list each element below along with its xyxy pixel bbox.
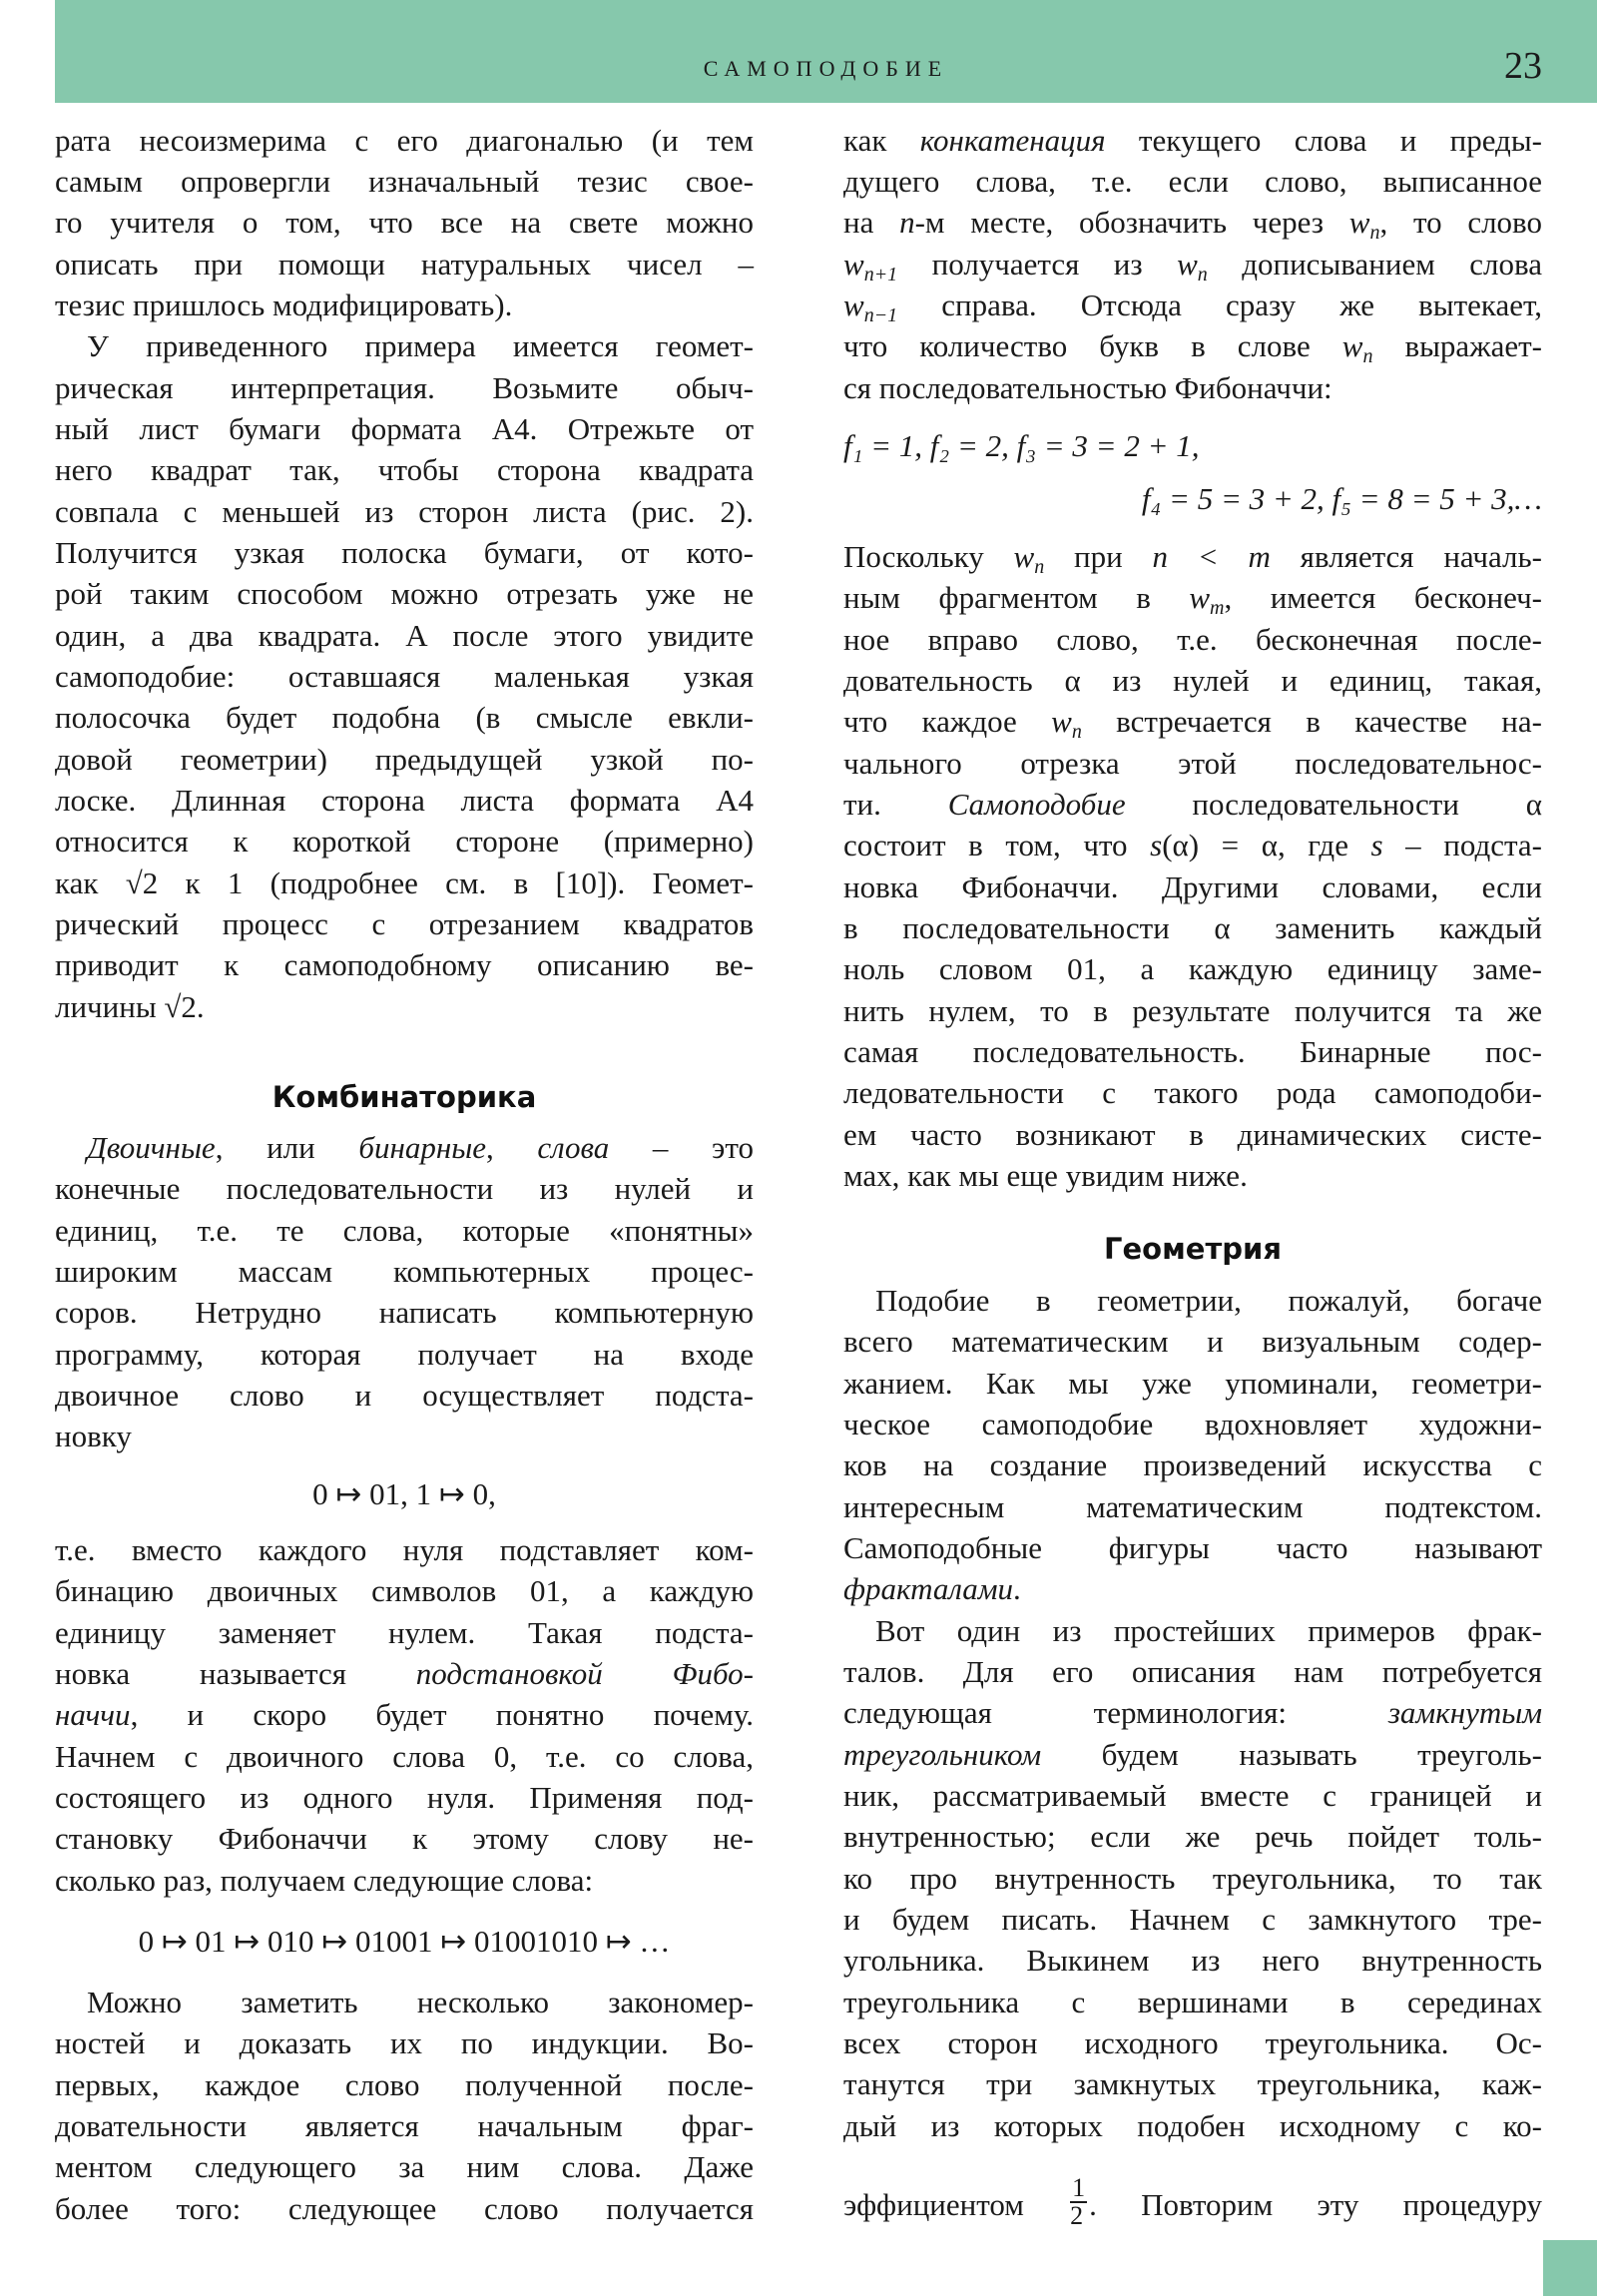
text-line: рический процесс с отрезанием квадратов [55, 906, 754, 941]
text-line: относится к короткой стороне (примерно) [55, 824, 754, 859]
italic-term: подстановкой Фибо- [415, 1656, 754, 1691]
text-line: ческое самоподобие вдохновляет художни- [843, 1407, 1542, 1441]
text-line: довой геометрии) предыдущей узкой по- [55, 742, 754, 777]
text-line: наччи, и скоро будет понятно почему. [55, 1697, 754, 1732]
text-line: на n-м месте, обозначить через $w_n$, то слово [843, 205, 1542, 244]
text-line: нить нулем, то в результате получится та же [843, 993, 1542, 1028]
text-line: рой таким способом можно отрезать уже не [55, 576, 754, 611]
text-line: ков на создание произведений искусства с [843, 1447, 1542, 1482]
italic-term: Двоичные [87, 1130, 216, 1165]
text-line: ем часто возникают в динамических систе- [843, 1117, 1542, 1152]
italic-term: замкнутым [1387, 1695, 1542, 1730]
text-line: как √2 к 1 (подробнее см. в [10]). Геомет- [55, 865, 754, 900]
text-line: всех сторон исходного треугольника. Ос- [843, 2025, 1542, 2060]
text-line: Вот один из простейших примеров фрак- [875, 1613, 1542, 1648]
text-line: что количество букв в слове $w_n$ выражает- [843, 328, 1542, 367]
italic-term: фракталами [843, 1571, 1014, 1606]
page-corner-tab [1543, 2240, 1597, 2296]
italic-term: наччи [55, 1697, 131, 1732]
text-line: угольника. Выкинем из него внутренность [843, 1943, 1542, 1978]
text-line: совпала с меньшей из сторон листа (рис. 2). [55, 494, 754, 529]
text-line: ледовательности с такого рода самоподоби- [843, 1075, 1542, 1110]
text-line: личины √2. [55, 989, 205, 1024]
text-line: единицу заменяет нулем. Такая подста- [55, 1615, 754, 1650]
running-title: САМОПОДОБИЕ [703, 56, 949, 81]
text-line: ти. Самоподобие последовательности α [843, 787, 1542, 822]
text-line: дущего слова, т.е. если слово, выписанное [843, 164, 1542, 199]
italic-term: слова [537, 1130, 610, 1165]
text-line: приводит к самоподобному описанию ве- [55, 947, 754, 982]
text-line: сколько раз, получаем следующие слова: [55, 1863, 594, 1898]
text-line: ноль словом 01, а каждую единицу заме- [843, 951, 1542, 986]
text-line: единиц, т.е. те слова, которые «понятны» [55, 1213, 754, 1248]
italic-term: Самоподобие [947, 787, 1126, 822]
text-line: рическая интерпретация. Возьмите обыч- [55, 370, 754, 405]
section-heading-geometry: Геометрия [1104, 1232, 1282, 1266]
text-line: фракталами. [843, 1571, 1021, 1606]
text-line: бинацию двоичных символов 01, а каждую [55, 1573, 754, 1608]
italic-term: бинарные [358, 1130, 486, 1165]
text-line: Поскольку $w_n$ при n < m является началь- [843, 539, 1542, 578]
text-line: ностей и доказать их по индукции. Во- [55, 2025, 754, 2060]
text-line: ное вправо слово, т.е. бесконечная после- [843, 622, 1542, 657]
text-line: ник, рассматриваемый вместе с границей и [843, 1778, 1542, 1813]
text-line: треугольника с вершинами в серединах [843, 1985, 1542, 2019]
header-bar [55, 0, 1597, 103]
formula-fibonacci-line2: f₄ = 5 = 3 + 2, f₅ = 8 = 5 + 3,… [1141, 481, 1542, 516]
italic-term: треугольником [843, 1737, 1042, 1772]
text-line: ным фрагментом в $w_m$, имеется бесконеч- [843, 580, 1542, 619]
text-line: что каждое $w_n$ встречается в качестве на- [843, 704, 1542, 743]
formula-sequence: 0 ↦ 01 ↦ 010 ↦ 01001 ↦ 01001010 ↦ … [138, 1924, 671, 1959]
text-line: соров. Нетрудно написать компьютерную [55, 1295, 754, 1330]
text-line: конечные последовательности из нулей и [55, 1171, 754, 1206]
text-line: описать при помощи натуральных чисел – [55, 247, 754, 282]
text-line: состоящего из одного нуля. Применяя под- [55, 1780, 754, 1815]
formula-fibonacci-line1: f₁ = 1, f₂ = 2, f₃ = 3 = 2 + 1, [843, 428, 1200, 463]
text-line: полосочка будет подобна (в смысле евкли- [55, 700, 754, 735]
text-line: и будем писать. Начнем с замкнутого тре- [843, 1902, 1542, 1937]
italic-term: конкатенация [919, 123, 1106, 158]
fraction-one-half: $\frac{1}{2}$ [1070, 2173, 1086, 2230]
formula-substitution: 0 ↦ 01, 1 ↦ 0, [312, 1476, 496, 1511]
text-line: У приведенного примера имеется геомет- [87, 328, 754, 363]
text-line: двоичное слово и осуществляет подста- [55, 1378, 754, 1413]
text-line: него квадрат так, чтобы сторона квадрата [55, 452, 754, 487]
text-line: программу, которая получает на входе [55, 1337, 754, 1372]
text-line: довательность α из нулей и единиц, такая, [843, 663, 1542, 698]
text-line: ся последовательностью Фибоначчи: [843, 370, 1332, 405]
text-line: Самоподобные фигуры часто называют [843, 1530, 1542, 1565]
text-line: самым опровергли изначальный тезис свое- [55, 164, 754, 199]
text-line: интересным математическим подтекстом. [843, 1489, 1542, 1524]
text-line: танутся три замкнутых треугольника, каж- [843, 2066, 1542, 2101]
text-line: Двоичные, или бинарные, слова – это [87, 1130, 754, 1165]
text-line: первых, каждое слово полученной после- [55, 2067, 754, 2102]
text-line: всего математическим и визуальным содер- [843, 1324, 1542, 1359]
text-line: треугольником будем называть треуголь- [843, 1737, 1542, 1772]
text-line: Подобие в геометрии, пожалуй, богаче [875, 1283, 1542, 1318]
text-line: становку Фибоначчи к этому слову не- [55, 1821, 754, 1856]
text-line: тезис пришлось модифицировать). [55, 287, 513, 322]
text-line: мах, как мы еще увидим ниже. [843, 1158, 1248, 1193]
text-line: один, а два квадрата. А после этого увидите [55, 618, 754, 653]
text-line: новка Фибоначчи. Другими словами, если [843, 869, 1542, 904]
text-line: Начнем с двоичного слова 0, т.е. со слова, [55, 1739, 754, 1774]
text-line: эффициентом $\frac{1}{2}$ . Повторим эту процедуру [843, 2173, 1543, 2230]
text-line: ный лист бумаги формата А4. Отрежьте от [55, 411, 754, 446]
page-number: 23 [1504, 45, 1542, 87]
text-line: довательности является начальным фраг- [55, 2108, 754, 2143]
text-line: в последовательности α заменить каждый [843, 910, 1542, 945]
text-line: чального отрезка этой последовательнос- [843, 746, 1542, 781]
text-line: самоподобие: оставшаяся маленькая узкая [55, 659, 754, 694]
text-line: более того: следующее слово получается [55, 2191, 754, 2226]
text-line: Можно заметить несколько закономер- [87, 1985, 754, 2019]
text-line: как конкатенация текущего слова и преды- [843, 123, 1542, 158]
text-line: новку [55, 1419, 132, 1453]
section-heading-combinatorics: Комбинаторика [271, 1080, 537, 1114]
text-line: широким массам компьютерных процес- [55, 1254, 754, 1289]
text-line: следующая терминология: замкнутым [843, 1695, 1542, 1730]
text-line: ментом следующего за ним слова. Даже [55, 2149, 754, 2184]
text-line: го учителя о том, что все на свете можно [55, 205, 754, 240]
text-line: самая последовательность. Бинарные пос- [843, 1034, 1542, 1069]
text-line: талов. Для его описания нам потребуется [843, 1654, 1542, 1689]
text-line: Получится узкая полоска бумаги, от кото- [55, 535, 754, 570]
text-line: $w_{n-1}$ справа. Отсюда сразу же вытекает, [843, 287, 1542, 326]
text-line: т.е. вместо каждого нуля подставляет ком- [55, 1532, 754, 1567]
text-line: состоит в том, что s(α) = α, где s – подста- [843, 828, 1542, 862]
text-line: внутренностью; если же речь пойдет толь- [843, 1819, 1542, 1854]
text-line: новка называется подстановкой Фибо- [55, 1656, 754, 1691]
text-line: жанием. Как мы уже упоминали, геометри- [843, 1366, 1542, 1401]
text-line: дый из которых подобен исходному с ко- [843, 2108, 1542, 2143]
text-line: $w_{n+1}$ получается из $w_n$ дописыванием слова [843, 247, 1542, 286]
text-line: лоске. Длинная сторона листа формата А4 [55, 783, 754, 818]
text-line: ко про внутренность треугольника, то так [843, 1861, 1542, 1896]
text-line: рата несоизмерима с его диагональю (и тем [55, 123, 754, 158]
